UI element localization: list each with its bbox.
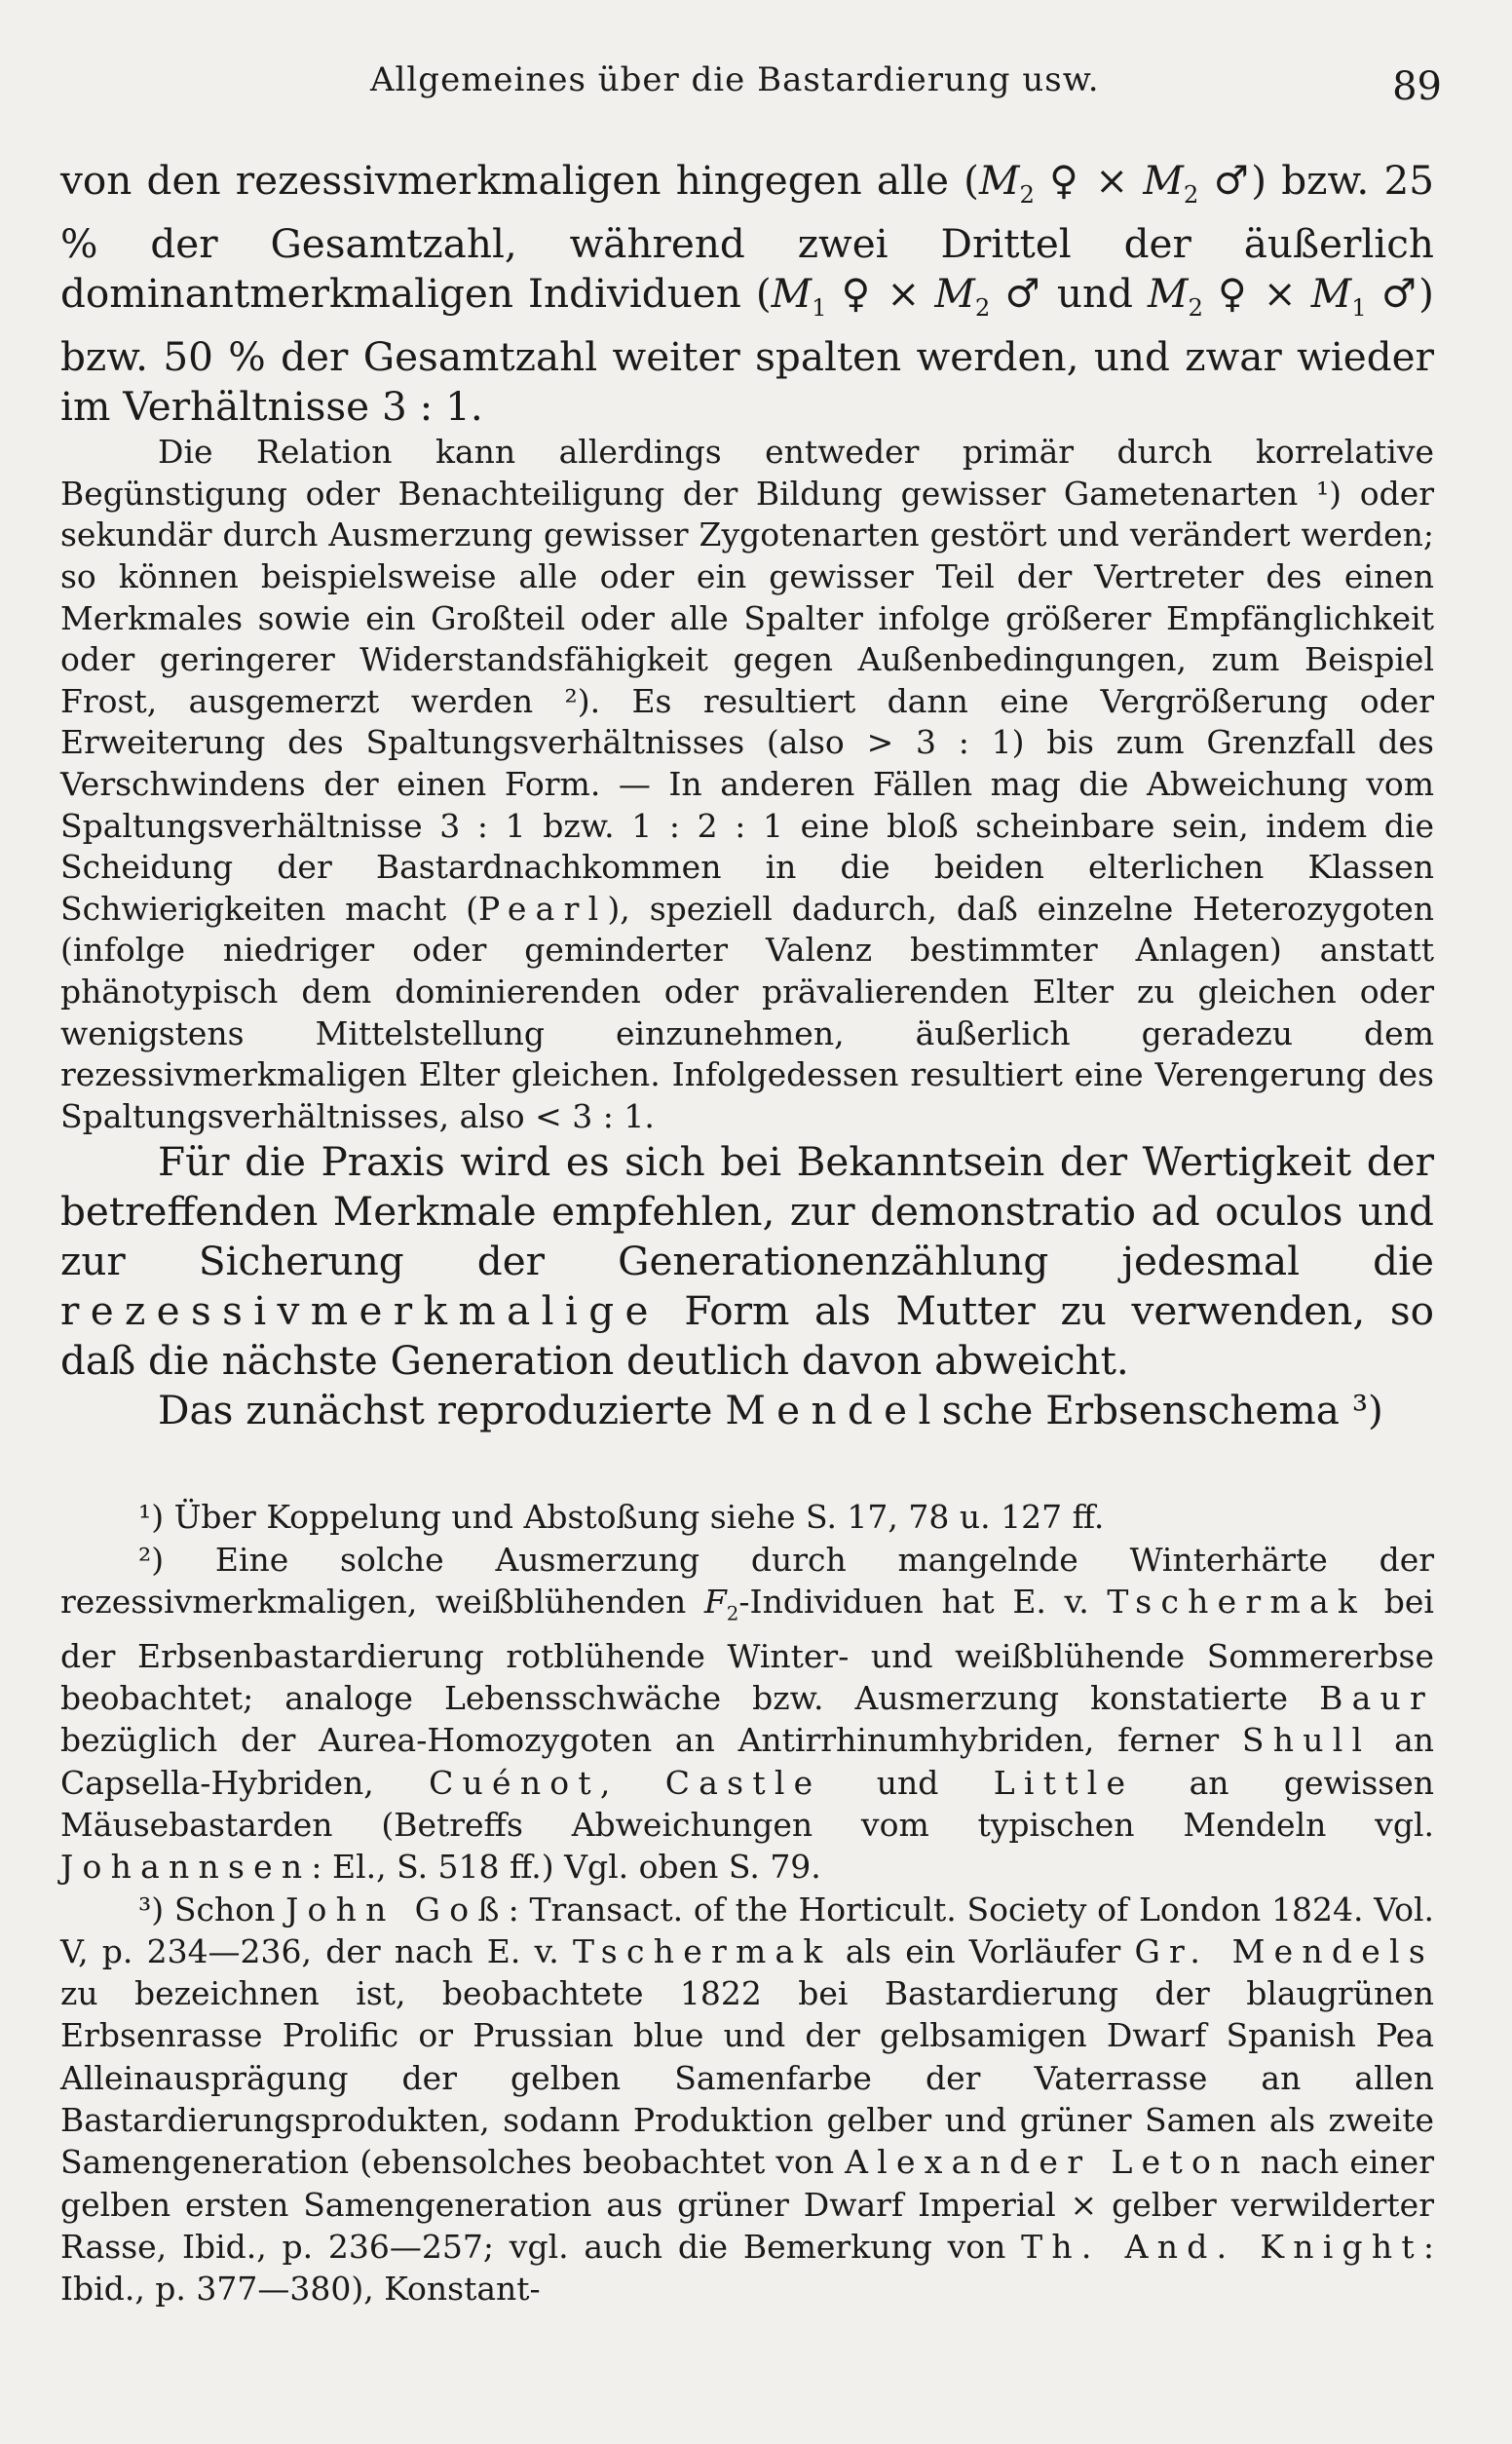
formula-sub: 2 [1183, 180, 1199, 210]
formula-var: M [1148, 270, 1189, 318]
footnote-2-text: an Capsella-Hybriden, [60, 1721, 1434, 1802]
spaced-name: Little [993, 1763, 1135, 1802]
footnote-2-text: bei der Erbsenbastardierung rotblühende Winter- und weißblühende Sommererbse beobachtet; analoge Lebensschwäche bzw. Ausmerzung konstatierte [60, 1582, 1434, 1718]
paragraph-1-text: ♂ und [990, 270, 1148, 318]
footnote-2 [60, 1539, 1434, 1889]
page-header [58, 60, 1442, 119]
formula-sub: 1 [1351, 293, 1367, 323]
paragraph-1-text: ♀ × [826, 270, 935, 318]
paragraph-1-text: ♂) bzw. 50 % der Gesamtzahl weiter spalten werden, und zwar wieder im Verhältnisse 3 : 1. [60, 270, 1434, 431]
spaced-name: Baur [1319, 1679, 1434, 1718]
formula-sub: 2 [1188, 293, 1203, 323]
footnote-1 [60, 1496, 1434, 1538]
footnote-2-text: ²) Eine solche Ausmerzung durch mangelnde Winterhärte der rezessivmerkmaligen, weißblühenden [60, 1540, 1434, 1621]
spaced-name: John Goß [285, 1890, 509, 1928]
footnote-2-text: und [821, 1763, 994, 1802]
spaced-name: Th. And. Knight [1021, 2227, 1423, 2266]
spaced-name: Tschermak [572, 1931, 832, 1970]
paragraph-2 [60, 432, 1434, 1137]
formula-sub: 1 [812, 293, 827, 323]
spaced-name: Tschermak [1107, 1582, 1367, 1621]
paragraph-4-text: sche Erbsenschema ³) [941, 1387, 1383, 1434]
page-number: 89 [1392, 64, 1442, 109]
formula-sub: 2 [974, 293, 991, 323]
footnote-3-text: nach einer gelben ersten Samengeneration aus grüner Dwarf Imperial × gelber verwilderter Rasse, Ibid., p. 236—257; vgl. auch die Bemerkung von [60, 2143, 1434, 2266]
page-body [60, 156, 1434, 2310]
footnote-gap [60, 1435, 1434, 1496]
footnote-2-text: , [599, 1763, 665, 1802]
paragraph-1-text: ♂) bzw. 25 % der Gesamtzahl, während zwei Drittel der äußerlich dominantmerkmaligen Individuen ( [60, 157, 1434, 318]
footnote-3-text: zu bezeichnen ist, beobachtete 1822 bei Bastardierung der blaugrünen Erbsenrasse Prolific or Prussian blue und der gelbsamigen Dwarf Spanish Pea Alleinausprägung der gelben Samenfarbe der Vaterrasse an allen Bastardierungsprodukten, sodann Produktion gelber und grüner Samen als zweite Samengeneration (ebensolches beobachtet von [60, 1974, 1434, 2182]
spaced-name: Gr. Mendels [1134, 1931, 1434, 1970]
paragraph-4 [60, 1386, 1434, 1435]
footnote-3-text: ³) Schon [138, 1890, 286, 1928]
footnote-2-text: an gewissen Mäusebastarden (Betreffs Abweichungen vom typischen Mendeln vgl. [60, 1763, 1434, 1844]
spaced-name: Pearl [477, 889, 608, 928]
formula-var: M [1143, 157, 1184, 204]
footnote-3-text: : Ibid., p. 377—380), Konstant- [60, 2227, 1434, 2309]
spaced-name: Mendel [725, 1387, 942, 1434]
footnote-1-text: ¹) Über Koppelung und Abstoßung siehe S. 17, 78 u. 127 ff. [138, 1498, 1105, 1537]
formula-var: M [1310, 270, 1352, 318]
footnote-2-text: : El., S. 518 ff.) Vgl. oben S. 79. [311, 1848, 821, 1887]
paragraph-1-text: ♀ × [1202, 270, 1311, 318]
paragraph-3-text: Für die Praxis wird es sich bei Bekanntsein der Wertigkeit der betreffenden Merkmale empfehlen, zur demonstratio ad oculos und zur Sicherung der Generationenzählung jedesmal die [60, 1138, 1434, 1285]
paragraph-3 [60, 1137, 1434, 1386]
paragraph-2-text: ), speziell dadurch, daß einzelne Heterozygoten (infolge niedriger oder geminderter Valenz bestimmter Anlagen) anstatt phänotypisch dem dominierenden oder prävalierenden Elter zu gleichen oder wenigstens Mittelstellung einzunehmen, äußerlich geradezu dem rezessivmerkmaligen Elter gleichen. Infolgedessen resultiert eine Verengerung des Spaltungsverhältnisses, also < 3 : 1. [60, 889, 1434, 1135]
spaced-name: Johannsen [60, 1848, 312, 1887]
footnote-2-text: -Individuen hat E. v. [738, 1582, 1108, 1621]
formula-sub: 2 [726, 1602, 739, 1625]
paragraph-3-text: Form als Mutter zu verwenden, so daß die nächste Generation deutlich davon abweicht. [60, 1287, 1434, 1385]
formula-sub: 2 [1019, 180, 1035, 210]
footnote-3 [60, 1889, 1434, 2310]
paragraph-1-text: ♀ × [1034, 157, 1144, 204]
formula-var: M [978, 157, 1020, 204]
paragraph-1-text: von den rezessivmerkmaligen hingegen alle ( [60, 157, 979, 204]
spaced-name: Castle [664, 1763, 822, 1802]
spaced-name: Alexander Leton [845, 2143, 1250, 2182]
paragraph-1 [60, 156, 1434, 432]
formula-var: M [934, 270, 975, 318]
spaced-name: Cuénot [429, 1763, 600, 1802]
formula-var: M [771, 270, 813, 318]
footnote-3-text: als ein Vorläufer [831, 1931, 1135, 1970]
spaced-emphasis: rezessivmerkmalige [60, 1287, 660, 1335]
spaced-name: Shull [1241, 1721, 1372, 1760]
footnote-3-text: : Transact. of the Horticult. Society of London 1824. Vol. V, p. 234—236, der nach E. v. [60, 1890, 1434, 1970]
footnote-2-text: bezüglich der Aurea-Homozygoten an Antirrhinumhybriden, ferner [60, 1721, 1242, 1760]
formula-var: F [703, 1582, 727, 1621]
running-title: Allgemeines über die Bastardierung usw. [370, 60, 1100, 99]
paragraph-2-text: Die Relation kann allerdings entweder primär durch korrelative Begünstigung oder Benachteiligung der Bildung gewisser Gametenarten ¹) oder sekundär durch Ausmerzung gewisser Zygotenarten gestört und verändert werden; so können beispielsweise alle oder ein gewisser Teil der Vertreter des einen Merkmales sowie ein Großteil oder alle Spalter infolge größerer Empfänglichkeit oder geringerer Widerstandsfähigkeit gegen Außenbedingungen, zum Beispiel Frost, ausgemerzt werden ²). Es resultiert dann eine Vergrößerung oder Erweiterung des Spaltungsverhältnisses (also > 3 : 1) bis zum Grenzfall des Verschwindens der einen Form. — In anderen Fällen mag die Abweichung vom Spaltungsverhältnisse 3 : 1 bzw. 1 : 2 : 1 eine bloß scheinbare sein, indem die Scheidung der Bastardnachkommen in die beiden elterlichen Klassen Schwierigkeiten macht ( [60, 433, 1434, 928]
paragraph-4-text: Das zunächst reproduzierte [158, 1387, 726, 1434]
